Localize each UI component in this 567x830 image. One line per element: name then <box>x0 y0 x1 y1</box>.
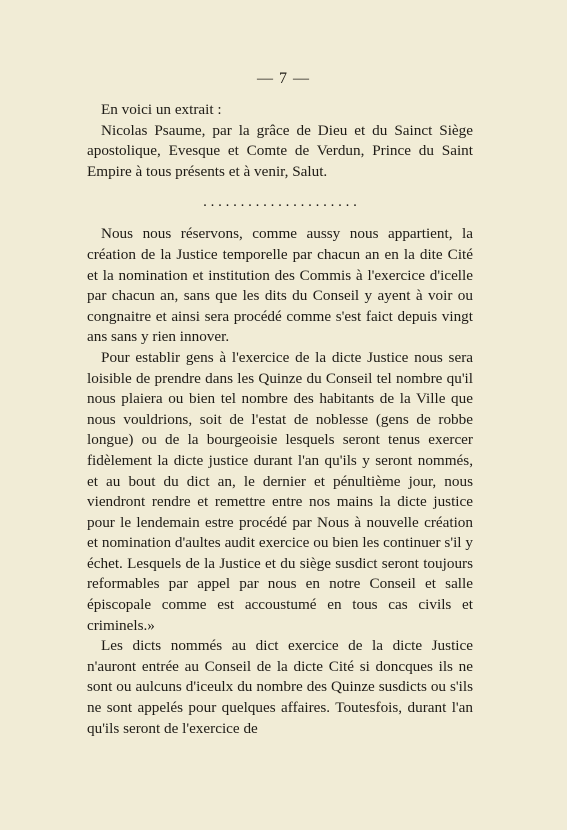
paragraph-establishment: Pour establir gens à l'exercice de la dicte Justice nous sera loisible de prendre dans les Quinze du Conseil tel nombre qu'il nous plaiera ou bien tel nombre des habitants de la Ville que nous vouldrions, soit de l'estat de noblesse (gens de robbe longue) ou de la bourgeoisie lesquels seront tenus exercer fidèlement la dicte justice durant l'an qu'ils y seront nommés, et au bout du dict an, le dernier et pénultième jour, nous viendront rendre et remettre entre nos mains la dicte justice pour le lendemain estre procédé par Nous à nouvelle création et nomination d'aultes audit exercice ou bien les continuer s'il y échet. Lesquels de la Justice et du siège susdict seront toujours reformables par appel par nous en notre Conseil et salle épiscopale comme est accoustumé en tous cas civils et criminels.» <box>87 348 473 634</box>
body-text <box>87 100 473 739</box>
paragraph-reservation: Nous nous réservons, comme aussy nous appartient, la création de la Justice temporelle par chacun an en la dite Cité et la nomination et institution des Commis à l'exercice d'icelle par chacun an, sans que les dits du Conseil y ayent à voir ou congnaitre et ainsi sera procédé comme s'est faict depuis vingt ans sans y rien innover. <box>87 225 473 346</box>
page-number: — 7 — <box>257 70 310 87</box>
paragraph-nominees: Les dicts nommés au dict exercice de la dicte Justice n'auront entrée au Conseil de la dicte Cité si doncques ils ne sont ou aulcuns d'iceulx du nombre des Quinze susdicts ou s'ils ne sont appelés pour quelques affaires. Toutesfois, durant l'an qu'ils seront de l'exercice de <box>87 637 473 737</box>
paragraph-intro: En voici un extrait : <box>101 101 222 118</box>
ellipsis-separator: . . . . . . . . . . . . . . . . . . . . . <box>203 194 357 211</box>
paragraph-salutation: Nicolas Psaume, par la grâce de Dieu et du Sainct Siège apostolique, Evesque et Comte de Verdun, Prince du Saint Empire à tous présents et à venir, Salut. <box>87 121 473 180</box>
